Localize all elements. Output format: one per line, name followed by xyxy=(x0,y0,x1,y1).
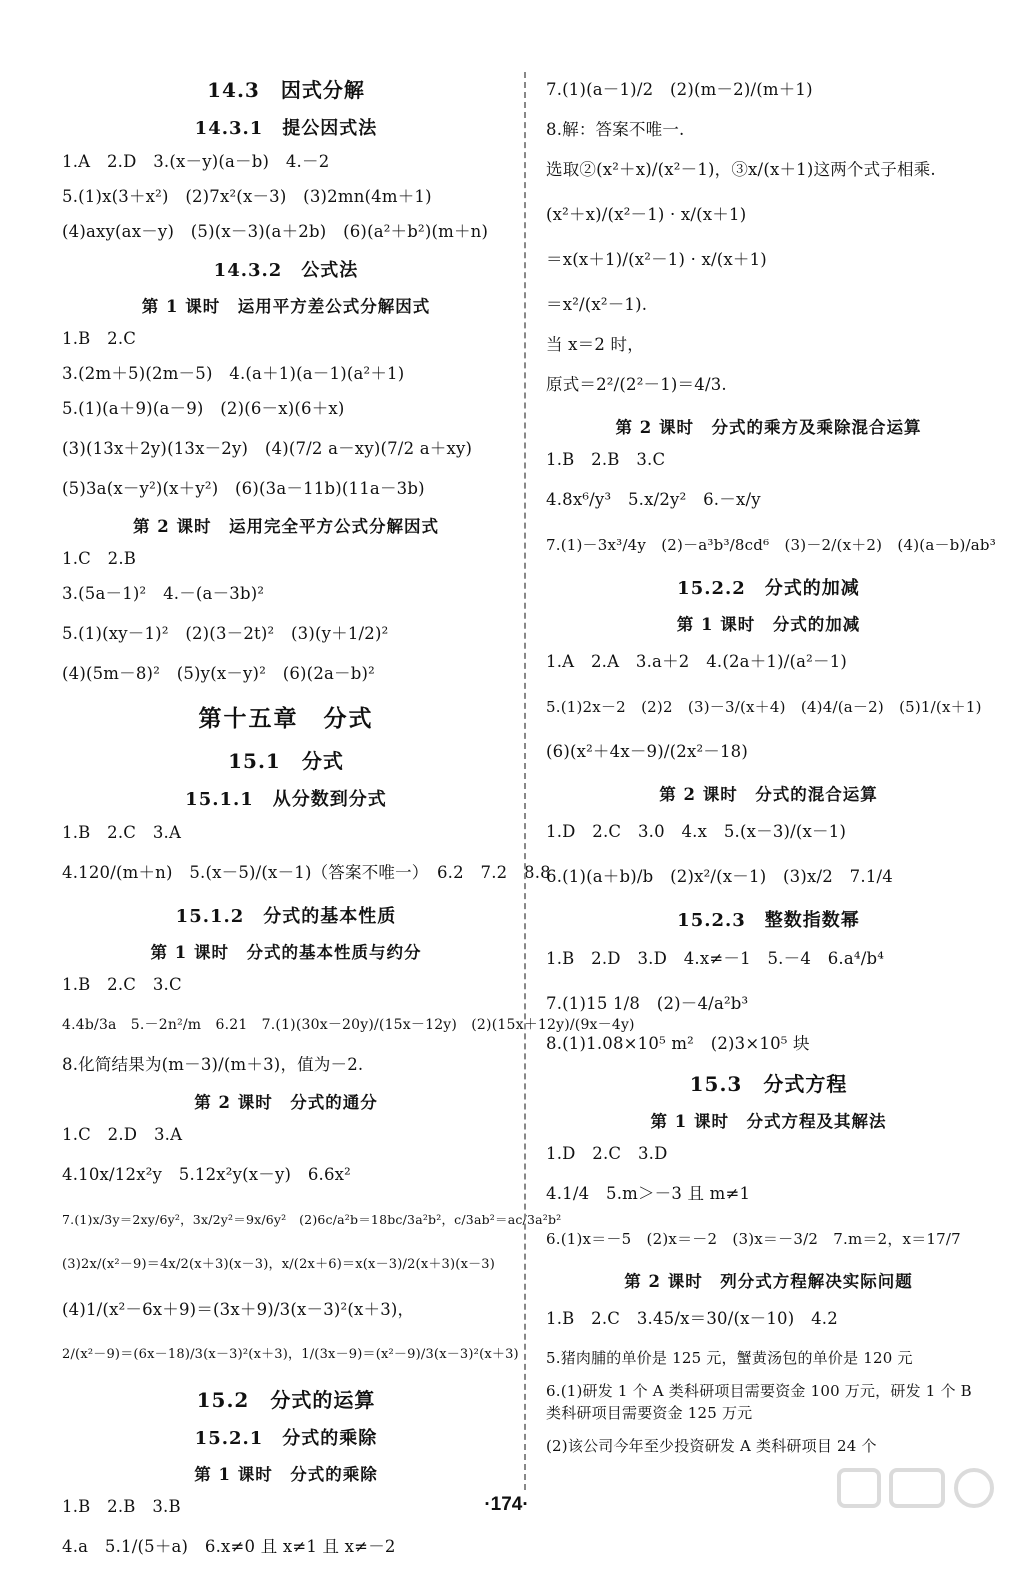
section-heading: 15.1 分式 xyxy=(228,749,344,773)
answer-line: 3.(5a－1)² 4.－(a－3b)² xyxy=(62,584,265,603)
answer-line: (4)axy(ax－y) (5)(x－3)(a＋2b) (6)(a²＋b²)(m＋n) xyxy=(62,222,489,241)
lesson-heading: 第 1 课时 分式的基本性质与约分 xyxy=(150,943,422,962)
subsection-heading: 15.2.1 分式的乘除 xyxy=(194,1428,378,1449)
subsection-heading: 14.3.2 公式法 xyxy=(213,260,359,281)
answer-line: (5)3a(x－y²)(x＋y²) (6)(3a－11b)(11a－3b) xyxy=(62,479,425,498)
answer-line: 6.(1)x＝－5 (2)x＝－2 (3)x＝－3/2 7.m＝2，x＝17/7 xyxy=(546,1230,961,1248)
answer-line: 1.C 2.B xyxy=(62,549,137,568)
answer-line: 1.B 2.D 3.D 4.x≠－1 5.－4 6.a⁴/b⁴ xyxy=(546,949,885,968)
column-divider xyxy=(524,72,526,1490)
answer-line: ＝x(x＋1)/(x²－1) · x/(x＋1) xyxy=(546,250,767,269)
lesson-heading: 第 2 课时 运用完全平方公式分解因式 xyxy=(133,517,439,536)
answer-line: 4.8x⁶/y³ 5.x/2y² 6.－x/y xyxy=(546,490,761,509)
lesson-heading: 第 2 课时 分式的乘方及乘除混合运算 xyxy=(615,418,922,437)
answer-line: 4.1/4 5.m＞－3 且 m≠1 xyxy=(546,1184,751,1203)
answer-line: 8.化简结果为(m－3)/(m＋3)，值为－2. xyxy=(62,1055,364,1074)
answer-line: 选取②(x²＋x)/(x²－1)，③x/(x＋1)这两个式子相乘. xyxy=(546,160,936,179)
answer-line: ＝x²/(x²－1). xyxy=(546,295,648,314)
answer-line: 8.(1)1.08×10⁵ m² (2)3×10⁵ 块 xyxy=(546,1034,810,1053)
answer-line: 5.(1)(xy－1)² (2)(3－2t)² (3)(y＋1/2)² xyxy=(62,624,389,643)
subsection-heading: 15.1.2 分式的基本性质 xyxy=(175,906,397,927)
answer-line: (4)(5m－8)² (5)y(x－y)² (6)(2a－b)² xyxy=(62,664,375,683)
answer-line: 1.B 2.C 3.C xyxy=(62,975,182,994)
lesson-heading: 第 1 课时 运用平方差公式分解因式 xyxy=(141,297,431,316)
answer-line: 4.10x/12x²y 5.12x²y(x－y) 6.6x² xyxy=(62,1165,351,1184)
answer-line: 7.(1)－3x³/4y (2)－a³b³/8cd⁶ (3)－2/(x＋2) (4)(a－b)/ab³ xyxy=(546,536,996,554)
lesson-heading: 第 2 课时 列分式方程解决实际问题 xyxy=(624,1272,913,1291)
subsection-heading: 15.1.1 从分数到分式 xyxy=(185,789,387,810)
answer-line: 1.B 2.B 3.B xyxy=(62,1497,181,1516)
chapter-heading: 第十五章 分式 xyxy=(198,705,374,732)
answer-line: 4.120/(m＋n) 5.(x－5)/(x－1)（答案不唯一） 6.2 7.2 8.8 xyxy=(62,863,551,882)
answer-line: 1.A 2.D 3.(x－y)(a－b) 4.－2 xyxy=(62,152,330,171)
lesson-heading: 第 1 课时 分式的加减 xyxy=(676,615,861,634)
answer-line: (3)(13x＋2y)(13x－2y) (4)(7/2 a－xy)(7/2 a＋xy) xyxy=(62,439,473,458)
answer-line: 1.D 2.C 3.0 4.x 5.(x－3)/(x－1) xyxy=(546,822,847,841)
answer-line: 5.(1)x(3＋x²) (2)7x²(x－3) (3)2mn(4m＋1) xyxy=(62,187,432,206)
answer-line: 1.B 2.C 3.A xyxy=(62,823,182,842)
section-heading: 15.3 分式方程 xyxy=(689,1072,848,1096)
section-heading: 14.3 因式分解 xyxy=(207,78,365,102)
answer-line: (3)2x/(x²－9)＝4x/2(x＋3)(x－3)，x/(2x＋6)＝x(x－3)/2(x＋3)(x－3) xyxy=(62,1257,496,1272)
answer-line: 当 x＝2 时， xyxy=(546,335,644,354)
answer-line: 6.(1)(a＋b)/b (2)x²/(x－1) (3)x/2 7.1/4 xyxy=(546,867,893,886)
answer-line: 7.(1)15 1/8 (2)－4/a²b³ xyxy=(546,994,749,1013)
answer-line: 1.A 2.A 3.a＋2 4.(2a＋1)/(a²－1) xyxy=(546,652,848,671)
answer-line: 7.(1)(a－1)/2 (2)(m－2)/(m＋1) xyxy=(546,80,813,99)
lesson-heading: 第 2 课时 分式的通分 xyxy=(194,1093,378,1112)
lesson-heading: 第 2 课时 分式的混合运算 xyxy=(659,785,878,804)
right-column xyxy=(546,68,996,1463)
answer-line: (x²＋x)/(x²－1) · x/(x＋1) xyxy=(546,205,747,224)
answer-line: 1.B 2.C xyxy=(62,329,137,348)
answer-line: 3.(2m＋5)(2m－5) 4.(a＋1)(a－1)(a²＋1) xyxy=(62,364,405,383)
answer-line: 2/(x²－9)＝(6x－18)/3(x－3)²(x＋3)，1/(3x－9)＝(x²－9)/3(x－3)²(x＋3) xyxy=(62,1347,519,1362)
answer-line: (4)1/(x²－6x＋9)＝(3x＋9)/3(x－3)²(x＋3)， xyxy=(62,1300,415,1319)
answer-line: 5.(1)2x－2 (2)2 (3)－3/(x＋4) (4)4/(a－2) (5)1/(x＋1) xyxy=(546,698,982,716)
answer-line: 1.C 2.D 3.A xyxy=(62,1125,183,1144)
subsection-heading: 15.2.3 整数指数幂 xyxy=(677,910,860,931)
answer-line: 5.(1)(a＋9)(a－9) (2)(6－x)(6＋x) xyxy=(62,399,345,418)
answer-line: 1.B 2.C 3.45/x＝30/(x－10) 4.2 xyxy=(546,1309,838,1328)
answer-line: 原式＝2²/(2²－1)＝4/3. xyxy=(546,375,727,394)
answer-line: 4.4b/3a 5.－2n²/m 6.21 7.(1)(30x－20y)/(15x－12y) (2)(15x＋12y)/(9x－4y) xyxy=(62,1017,635,1033)
answer-line: 4.a 5.1/(5＋a) 6.x≠0 且 x≠1 且 x≠－2 xyxy=(62,1537,396,1556)
answer-line: 8.解：答案不唯一. xyxy=(546,120,685,139)
subsection-heading: 15.2.2 分式的加减 xyxy=(677,578,860,599)
answer-line: 6.(1)研发 1 个 A 类科研项目需要资金 100 万元，研发 1 个 B 类科研项目需要资金 125 万元 xyxy=(546,1382,972,1422)
subsection-heading: 14.3.1 提公因式法 xyxy=(194,118,378,139)
lesson-heading: 第 1 课时 分式的乘除 xyxy=(194,1465,378,1484)
answer-line: 7.(1)x/3y＝2xy/6y²，3x/2y²＝9x/6y² (2)6c/a²b＝18bc/3a²b²，c/3ab²＝ac/3a²b² xyxy=(62,1212,562,1227)
answer-line: 1.B 2.B 3.C xyxy=(546,450,666,469)
answer-line: (2)该公司今年至少投资研发 A 类科研项目 24 个 xyxy=(546,1437,877,1455)
lesson-heading: 第 1 课时 分式方程及其解法 xyxy=(650,1112,887,1131)
answer-line: 5.猪肉脯的单价是 125 元，蟹黄汤包的单价是 120 元 xyxy=(546,1349,913,1367)
answer-line: 1.D 2.C 3.D xyxy=(546,1144,668,1163)
page-number: ·174· xyxy=(484,1494,529,1515)
section-heading: 15.2 分式的运算 xyxy=(196,1388,376,1412)
answer-line: (6)(x²＋4x－9)/(2x²－18) xyxy=(546,742,749,761)
